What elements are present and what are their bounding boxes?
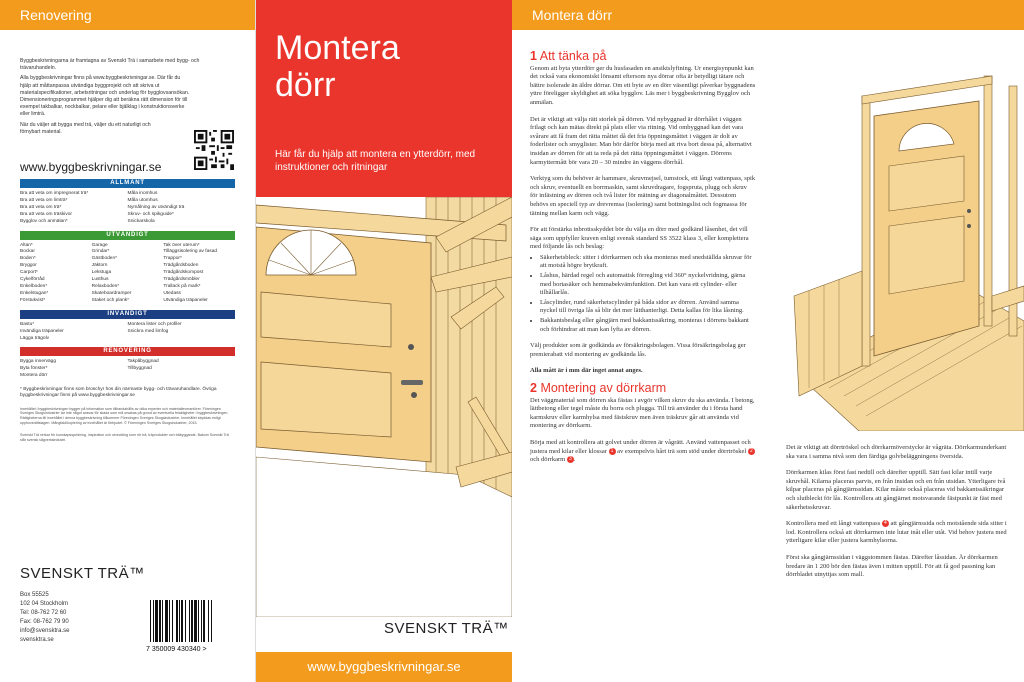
category-link[interactable]: Trädgårdskompost xyxy=(163,270,204,276)
text-run: och dörrkarm xyxy=(530,456,566,464)
category-list-renovering xyxy=(20,356,235,380)
category-link[interactable]: Takpåbyggnad xyxy=(127,359,159,365)
category-link[interactable]: Carport* xyxy=(20,270,38,276)
category-link[interactable]: Montera lister och profiler xyxy=(127,321,182,327)
barcode-bar xyxy=(169,600,170,642)
category-link[interactable]: Utedass xyxy=(163,290,181,296)
category-header-allmant: ALLMÄNT xyxy=(20,179,235,188)
paragraph xyxy=(786,520,1014,546)
paragraph: Alla mått är i mm där inget annat anges. xyxy=(530,367,643,375)
category-link[interactable]: Måla utomhus xyxy=(127,197,158,203)
cover-title xyxy=(275,30,400,104)
category-link[interactable]: Montera dörr xyxy=(20,373,48,379)
paragraph: För att förstärka inbrottsskyddet bör du välja en dörr med godkänd låsenhet, det vill säga som uppfyller kraven enligt svensk standard SS 3522 klass 3, eller komplettera med följande lås och beslag: xyxy=(530,226,749,251)
email-link[interactable]: info@svensktra.se xyxy=(20,628,70,634)
category-link[interactable]: Enkelstugan* xyxy=(20,290,49,296)
barcode-bar xyxy=(179,600,180,642)
category-link[interactable]: Skateboardramper xyxy=(91,290,132,296)
barcode-bar xyxy=(211,600,212,642)
paragraph: Välj produkter som är godkända av försäkringsbolagen. Vissa försäkringsbolag ger premierabatt vid montering av godkända lås. xyxy=(530,342,746,358)
paragraph: Först ska gångjärnssidan i väggstommen fästas. Därefter låssidan. Är dörrkarmen bredare än 1 200 bör den fästas även i mitten upptill. För att få god passning kan dörrbladet utnyttjas som mall. xyxy=(786,553,998,579)
website-link[interactable]: www.byggbeskrivningar.se xyxy=(256,652,512,682)
category-link[interactable]: Måla inomhus xyxy=(127,191,158,197)
section-header: Renovering xyxy=(0,0,255,30)
front-cover-page xyxy=(256,0,512,682)
category-link[interactable]: Nymålning av utvändigt trä xyxy=(127,204,185,210)
barcode-bar xyxy=(165,600,168,642)
category-link[interactable]: Snickra med limfog xyxy=(127,328,169,334)
category-list-invandigt xyxy=(20,319,235,343)
section-number: 2 xyxy=(530,381,537,395)
paragraph: Det väggmaterial som dörren ska fästas i avgör vilken skruv du ska använda. I betong, lättbetong eller tegel måste du borra och plugga. Till trä använder du i första hand karmskruv eller karmhylsa med fästskruv men även träskruv går att använda vid montering av dörrkarm. xyxy=(530,396,755,430)
address-line: 102 04 Stockholm xyxy=(20,601,69,607)
list-item: • Bakkantsbeslag eller gångjärn med bakkantssäkring, monteras i dörrens bakkant och förhindrar att man kan lyfta av dörren. xyxy=(540,317,756,334)
category-header-renovering: RENOVERING xyxy=(20,347,235,356)
category-header-invandigt: INVÄNDIGT xyxy=(20,310,235,319)
barcode-bar xyxy=(155,600,158,642)
category-link[interactable]: Utvändiga träpaneler xyxy=(163,297,208,303)
organisation-text: Svenskt Trä verkar för kunskapsspridning, inspiration och utveckling som rör trä, träprodukter och träbyggande. Bakom Svenskt Trä står svensk sågverksindustri. xyxy=(20,432,229,442)
category-link[interactable]: Trädgårdsmöbler xyxy=(163,277,200,283)
website-link[interactable]: www.byggbeskrivningar.se xyxy=(20,160,162,175)
list-item: • Säkerhetsbleck: sitter i dörrkarmen och ska monteras med snedställda skruvar för att motstå högre brytkraft. xyxy=(540,254,756,271)
brand-logo: SVENSKT TRÄ™ xyxy=(20,565,145,582)
site-link[interactable]: svensktra.se xyxy=(20,637,54,643)
text-run: Börja med att kontrollera att golvet under dörren är vågrätt. Använd vattenpasset och justera med kilar eller klossar xyxy=(530,438,751,455)
category-link[interactable]: Boden* xyxy=(20,256,36,262)
door-frame-illustration xyxy=(774,36,1024,431)
category-link[interactable]: Bygglov och anmälan* xyxy=(20,218,68,224)
barcode-bar xyxy=(203,600,205,642)
barcode-bar xyxy=(198,600,199,642)
category-header-utvandigt: UTVÄNDIGT xyxy=(20,231,235,240)
barcode-bar xyxy=(172,600,173,642)
legal-text: Innehållet i byggbeskrivningen bygger på information som tillhandahålls av olika experter och materialleverantörer. Föreningen Sveriges Skogsindustrier tar inte något ansvar för skada som må orsakas på grund av eventuella felaktigheter i byggbeskrivningen. Rättigheterna till innehållet i denna byggbeskrivning tillkommer Föreningen Sveriges Skogsindustrier. Innehållet skyddas enligt upphovsrättslagen. Mångfald/kopiering av innehållet är förbjudet. © Föreningen Sveriges Skogsindustrier, 2015. xyxy=(20,406,229,425)
category-link[interactable]: Grindar* xyxy=(91,249,110,255)
paragraph: Verktyg som du behöver är hammare, skruvmejsel, tumstock, ett långt vattenpass, spik och skruv, eventuellt en borrmaskin, samt skruvdragare, fogspruta, plugg och skruv för infästning av dörren och två lister för mätning av diagonalmåttet. Dessutom behövs en speciell typ av drevremsa (isolering) samt bottningslist och fogmassa för tätning mellan karm och vägg. xyxy=(530,175,756,217)
category-link[interactable]: Tak över uterum* xyxy=(163,242,200,248)
barcode-bar xyxy=(191,600,193,642)
marker-4-icon: 4 xyxy=(882,520,889,527)
paragraph: Dörrkarmen kilas först fast nedtill och därefter upptill. Sätt fast kilar intill varje skruvhål. Kilarna placeras parvis, en från insidan och en från utsidan. Ytterligare två kilpar placeras på gångjärnssidan. Kilar måste också placeras vid bakkantssäkringar och slutbleckt för lås. Kontrollera att gångjärnet motsvarande fästpunkt är fäst med säkerhetsskruvar. xyxy=(786,469,1006,511)
marker-1-icon: 1 xyxy=(609,448,616,455)
title-line: dörr xyxy=(275,66,336,104)
category-link[interactable]: Lägga trägolv xyxy=(20,335,50,341)
marker-2-icon: 2 xyxy=(748,448,755,455)
section-number: 1 xyxy=(530,49,537,63)
inside-page xyxy=(512,0,1024,682)
category-link[interactable]: Lusthus xyxy=(91,277,109,283)
category-link[interactable]: Bra att veta om träskivor xyxy=(20,211,72,217)
barcode-bar xyxy=(176,600,178,642)
barcode-bar xyxy=(159,600,161,642)
title-line: Montera xyxy=(275,29,400,67)
category-link[interactable]: Gästboden* xyxy=(91,256,118,262)
category-link[interactable]: Relaxboden* xyxy=(91,284,120,289)
marker-3-icon: 3 xyxy=(567,456,574,463)
category-link[interactable]: Bockar xyxy=(20,249,35,255)
list-item: • Låscylinder, rund säkerhetscylinder på båda sidor av dörren. Använd samma nyckel till övriga lås så blir det mer lätthanterligt. Detta kallas för lika låsning. xyxy=(540,299,756,316)
category-link[interactable]: Altan* xyxy=(20,242,33,248)
contact-address xyxy=(20,591,69,645)
barcode-bar xyxy=(162,600,163,642)
category-link[interactable]: Trädgårdsboden xyxy=(163,263,199,269)
section-title: Att tänka på xyxy=(539,49,607,63)
door-illustration xyxy=(256,197,512,617)
category-link[interactable]: Trappor* xyxy=(163,256,182,262)
brand-logo: SVENSKT TRÄ™ xyxy=(384,620,509,637)
category-link[interactable]: Tilläggsisolering av fasad xyxy=(163,249,218,255)
fax-line: Fax: 08-762 79 90 xyxy=(20,619,69,625)
category-link[interactable]: Lekstuga xyxy=(91,270,112,276)
text-column-left xyxy=(530,49,756,473)
section-title: Montering av dörrkarm xyxy=(540,381,667,395)
category-link[interactable]: Bra att veta om impregnerat trä* xyxy=(20,191,89,197)
category-link[interactable]: Bra att veta om limträ* xyxy=(20,197,68,203)
qr-code[interactable] xyxy=(194,130,234,170)
paragraph: Det är viktigt att välja rätt storlek på dörren. Vid nybyggnad är dörrhålet i väggen frilagt och kan mätas direkt på plats eller via ritning. Vid ombyggnad kan det vara svårare att få fram det rätta måttet då det fria öppningsmåttet i väggen är dolt av foderlister och smyglister. Man bör därför börja med att riva bort dessa på, alternativt insidan av dörren för att ta reda på det rätta öppningsmåttet i väggen. Dörrens karmyttermått bör vara 20 – 30 mindre än väggens dörrhål. xyxy=(530,115,752,166)
category-link[interactable]: Snickarskola xyxy=(127,218,155,224)
barcode-bar xyxy=(201,600,202,642)
barcode-bar xyxy=(189,600,190,642)
category-link[interactable]: Bastu* xyxy=(20,321,35,327)
barcode-bar xyxy=(185,600,186,642)
intro-paragraph-2: Alla byggbeskrivningar finns på www.byggbeskrivningar.se. Där får du hjälp att måttanpassa utvändiga byggprojekt och att skriva ut materialspecifikationer, arbetsritningar och underlag för bygglovsansökan. Dimensioneringsprogrammet hjälper dig att beräkna rätt dimension för till exempel takbalkar, nockbalkar, pelare eller bjälklag i konstruktionsverke eller limträ. xyxy=(20,75,190,118)
text-run: av exempelvis hårt trä som stöd under dörrtröskel xyxy=(617,447,747,455)
footnote: * Byggbeskrivningar finns som broschyr hos din närmaste bygg- och trävaruhandlare. Övriga byggbeskrivningar finns på www.byggbeskrivningar.se xyxy=(20,387,217,399)
text-column-right xyxy=(786,444,1014,588)
paragraph: Börja med att kontrollera att golvet under dörren är vågrätt. Använd vattenpasset och justera med kilar eller klossar 1 av exempelvis hårt trä som stöd under dörrtröskel 2 och dörrkarm 3 . xyxy=(530,439,756,465)
barcode-bar xyxy=(208,600,209,642)
section-heading-2 xyxy=(530,381,756,395)
category-list-utvandigt xyxy=(20,240,235,305)
category-link[interactable]: Förstukvist* xyxy=(20,297,46,303)
phone-line: Tel: 08-762 72 60 xyxy=(20,610,67,616)
paragraph: Genom att byta ytterdörr ger du husfasaden en ansiktslyftning. Ur energisynpunkt kan det också vara ekonomiskt lönsamt eftersom nya dörrar ofta är betydligt tätare och bättre isolerade än äldre dörrar. Om ett byte av en dörr väsentligt påverkar byggnadens yttre föreligger skyldighet att söka bygglov. Läs mer i byggbeskrivning Bygglov och anmälan. xyxy=(530,64,756,106)
category-link[interactable]: Cykelförråd xyxy=(20,277,45,283)
category-link[interactable]: Byta fönster* xyxy=(20,366,48,372)
category-link[interactable]: Enkelboden* xyxy=(20,284,48,289)
barcode-bar xyxy=(181,600,183,642)
address-line: Box 55525 xyxy=(20,592,49,598)
category-link[interactable]: Bra att veta om trä* xyxy=(20,204,62,210)
category-link[interactable]: Staket och plank* xyxy=(91,297,130,303)
barcode-bar xyxy=(194,600,197,642)
lock-list xyxy=(540,254,756,334)
list-item: • Låshus, härdad regel och automatisk förregling vid 360° nyckelvridning, gärna med bortasäker och hemmabekvämfunktion. Det kan vara ett cylinder- eller tilhållarlås. xyxy=(540,272,756,298)
barcode-bar xyxy=(150,600,151,642)
text-run: att gångjärnssida och motstående sida sitter i lod. Kontrollera också att dörrkarmen inte lutar inåt eller utåt. Vid behov justera med ytterligare kilar eller justera karmhylsorna. xyxy=(786,520,1007,545)
category-link[interactable]: Trallack på mark* xyxy=(163,284,201,289)
intro-text xyxy=(20,58,235,136)
category-link[interactable]: Garage xyxy=(91,242,108,248)
category-link[interactable]: Skruv- och spikguide* xyxy=(127,211,174,217)
intro-paragraph-3: När du väljer att bygga med trä, väljer du ett naturligt och förnybart material. xyxy=(20,121,151,135)
barcode-bar xyxy=(153,600,154,642)
back-cover-page xyxy=(0,0,256,682)
category-link[interactable]: Tillbyggnad xyxy=(127,366,152,372)
category-link[interactable]: Invändiga träpaneler xyxy=(20,328,64,334)
category-link[interactable]: Jäktorn xyxy=(91,263,108,269)
category-list-allmant xyxy=(20,188,235,226)
category-link[interactable]: Bryggor xyxy=(20,263,37,269)
cover-subtitle: Här får du hjälp att montera en ytterdörr, med instruktioner och ritningar xyxy=(275,149,476,173)
section-heading-1 xyxy=(530,49,756,63)
category-link[interactable]: Bygga innervägg xyxy=(20,359,57,365)
paragraph: Det är viktigt att dörrtröskel och dörrkarmöverstycke är vågräta. Dörrkarmunderkant ska vara i samma nivå som den färdiga golvbeläggningens översida. xyxy=(786,444,1007,460)
intro-paragraph-1: Byggbeskrivningarna är framtagna av Svenskt Trä i samarbete med bygg- och trävaruhandeln. xyxy=(20,58,200,72)
barcode xyxy=(146,598,232,653)
section-header: Montera dörr xyxy=(512,0,1024,30)
barcode-number: 7 350009 430340 > xyxy=(146,646,207,653)
text-run: Kontrollera med ett långt vattenpass xyxy=(786,520,881,528)
